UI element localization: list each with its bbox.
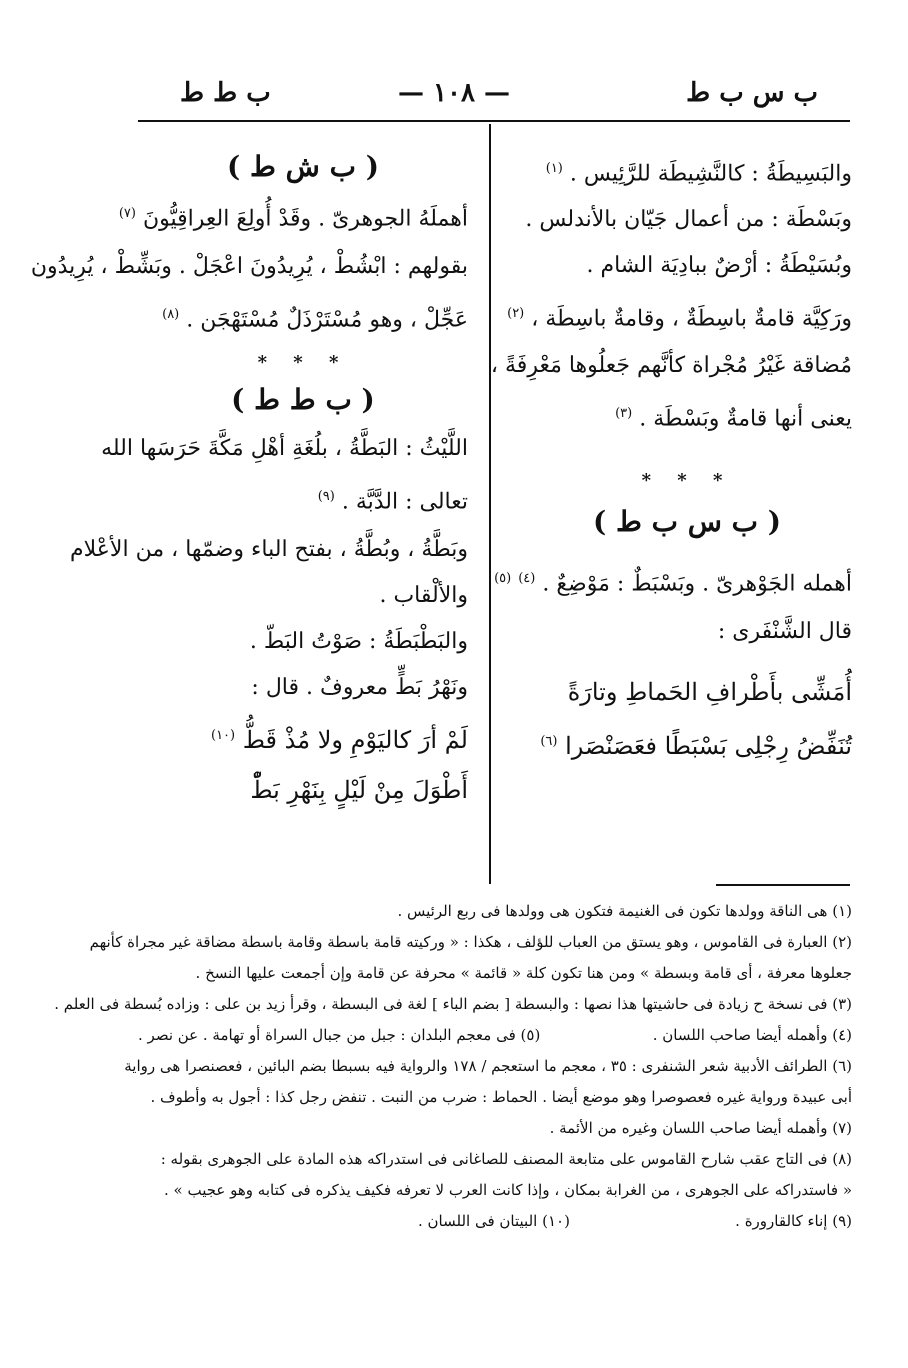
footnote: (١٠) البيتان فى اللسان . [418,1212,570,1230]
entry-text: تعالى : الدَّبَّة . [341,488,468,514]
verse-line: أَطْوَلَ مِنْ لَيْلٍ بِنَهْرِ بَطّْ [250,775,468,804]
footnote-marker: (١٠) [211,727,236,743]
section-separator: * * * [641,469,733,491]
entry-line: اللَّيْثُ : البَطَّةُ ، بلُغَةِ أهْلِ مَكَّةَ حَرَسَها الله [101,435,468,461]
entry-line: والألْقاب . [379,582,468,608]
footnote: « فاستدراكه على الجوهرى ، من الغرابة بمكان ، وإذا كانت العرب لا تعرفه فكيف يذكره فى كتابه وهو عجيب » . [163,1181,852,1199]
entry-line [494,564,852,599]
section-separator: * * * [257,351,349,373]
footnote: أبى عبيدة ورواية غيره فعصوصرا وهو موضع أيضا . الحماط : ضرب من النبت . تنفض رجل كذا : أجول به وأطوف . [150,1088,852,1106]
section-heading: ( ب ش ط ) [227,150,379,183]
entry-line: وبُسَيْطَةُ : أرْضٌ ببادِيَة الشام . [586,253,852,279]
footnote: (٨) فى التاج عقب شارح القاموس على متابعة المصنف للصاغانى فى استدراكه هذه المادة على الجوهرى بقوله : [160,1150,852,1168]
entry-line: ونَهْرُ بَطٍّ معروفٌ . قال : [251,674,468,700]
entry-line: بقولهم : ابْشُطْ ، يُرِيدُونَ اعْجَلْ . وبَشِّطْ ، يُرِيدُون [30,254,468,280]
footnote: (٥) فى معجم البلدان : جبل من جبال السراة أو تهامة . عن نصر . [138,1026,541,1044]
footnote-row [138,1210,852,1232]
entry-text: عَجِّلْ ، وهو مُسْتَرْذَلٌ مُسْتَهْجَن . [186,307,468,333]
verse-text: تُنَفِّضُ رِجْلِى بَسْبَطًا فعَصَنْصَرا [565,732,852,761]
footnote-marker: (٨) [162,307,180,323]
footnote: (٦) الطرائف الأدبية شعر الشنفرى : ٣٥ ، معجم ما استعجم / ١٧٨ والرواية فيه بسبطا بضم البائين ، فعصنصرا هى رواية [124,1057,852,1075]
footnote: (٣) فى نسخة ح زيادة فى حاشيتها هذا نصها : والبسطة [ بضم الباء ] لغة فى البسطة ، وقرأ زيد بن على : وزاده بُسطة فى العلم . [54,995,852,1013]
footnote: (٢) العبارة فى القاموس ، وهو يستق من العباب للؤلف ، هكذا : « وركيته قامة باسطة وقامة باسطة مضاقة غير مجراة كأنهم [89,933,852,951]
footnote: (٤) وأهمله أيضا صاحب اللسان . [652,1026,852,1044]
footnote-marker: (٦) [540,734,558,750]
footnote-marker: (٤) [518,570,536,586]
entry-line: مُضاقة غَيْرُ مُجْراة كأنَّهم جَعلُوها مَعْرِفَةً ، [490,352,852,378]
entry-text: أهملَهُ الجوهرىّ . وقَدْ أُولِعَ العِراقِيُّونَ [142,206,468,232]
footnote: (٩) إناء كالقارورة . [735,1212,852,1230]
verse-line [138,721,468,755]
header-rule [138,120,850,122]
footnotes [54,900,852,1241]
entry-line [507,299,852,334]
column-divider [489,124,491,884]
verse-line [522,727,852,761]
entry-text: يعنى أنها قامةٌ وبَسْطَة . [639,405,852,431]
entry-line: وبَطَّةُ ، وبُطَّةُ ، بفتح الباء وضمّها ، من الأعْلام [70,536,468,562]
header-root-left: ب ط ط [180,78,271,108]
footnote-marker: (٢) [507,306,525,322]
footnote: (١) هى الناقة وولدها تكون فى الغنيمة فتكون هى وولدها فى ربع الرئيس . [397,902,852,920]
entry-line: والبَطْبَطَةُ : صَوْتُ البَطّ . [249,628,468,654]
footnote-marker: (١) [545,161,563,176]
entry-line [522,154,852,189]
entry-line [138,482,468,517]
entry-text: ورَكِيَّة قامةٌ باسِطَةٌ ، وقامةٌ باسِطَة ، [531,306,852,332]
entry-line [118,199,468,234]
entry-text: أهمله الجَوْهرىّ . وبَسْبَطٌ : مَوْضِعٌ . [542,571,852,597]
entry-text: والبَسِيطَةُ : كالنَّشِيطَة للرَّئِيس . [569,161,852,187]
header-root-right: ب س ب ط [686,78,818,108]
verse-text: لَمْ أرَ كاليَوْمِ ولا مُذْ قَطُّ [242,725,468,754]
entry-line: وبَسْطَة : من أعمال جَيّان بالأندلس . [525,207,852,233]
footnote-marker: (٩) [317,488,335,504]
entry-line [138,300,468,335]
footnote-marker: (٧) [118,206,136,221]
right-column [490,130,852,761]
entry-line: قال الشَّنْفَرى : [717,619,852,645]
footnote-row [138,1024,852,1046]
footnote: (٧) وأهمله أيضا صاحب اللسان وغيره من الأئمة . [549,1119,852,1137]
verse-line: أُمَشِّى بأَطْرافِ الحَماطِ وتارَةً [567,678,852,707]
footnote: جعلوها معرفة ، أى قامة وبسطة » ومن هنا تكون كلة « قائمة » محرفة عن قامة وإن أجمعت عليها النسخ . [195,964,852,982]
entry-line [522,399,852,434]
footnote-rule [716,884,850,886]
section-heading: ( ب س ب ط ) [592,504,782,538]
footnote-marker: (٥) [494,570,512,586]
footnote-marker: (٣) [615,405,633,421]
left-column [30,130,468,805]
section-heading: ( ب ط ط ) [231,382,375,416]
page-number: — ١٠٨ — [397,78,511,108]
